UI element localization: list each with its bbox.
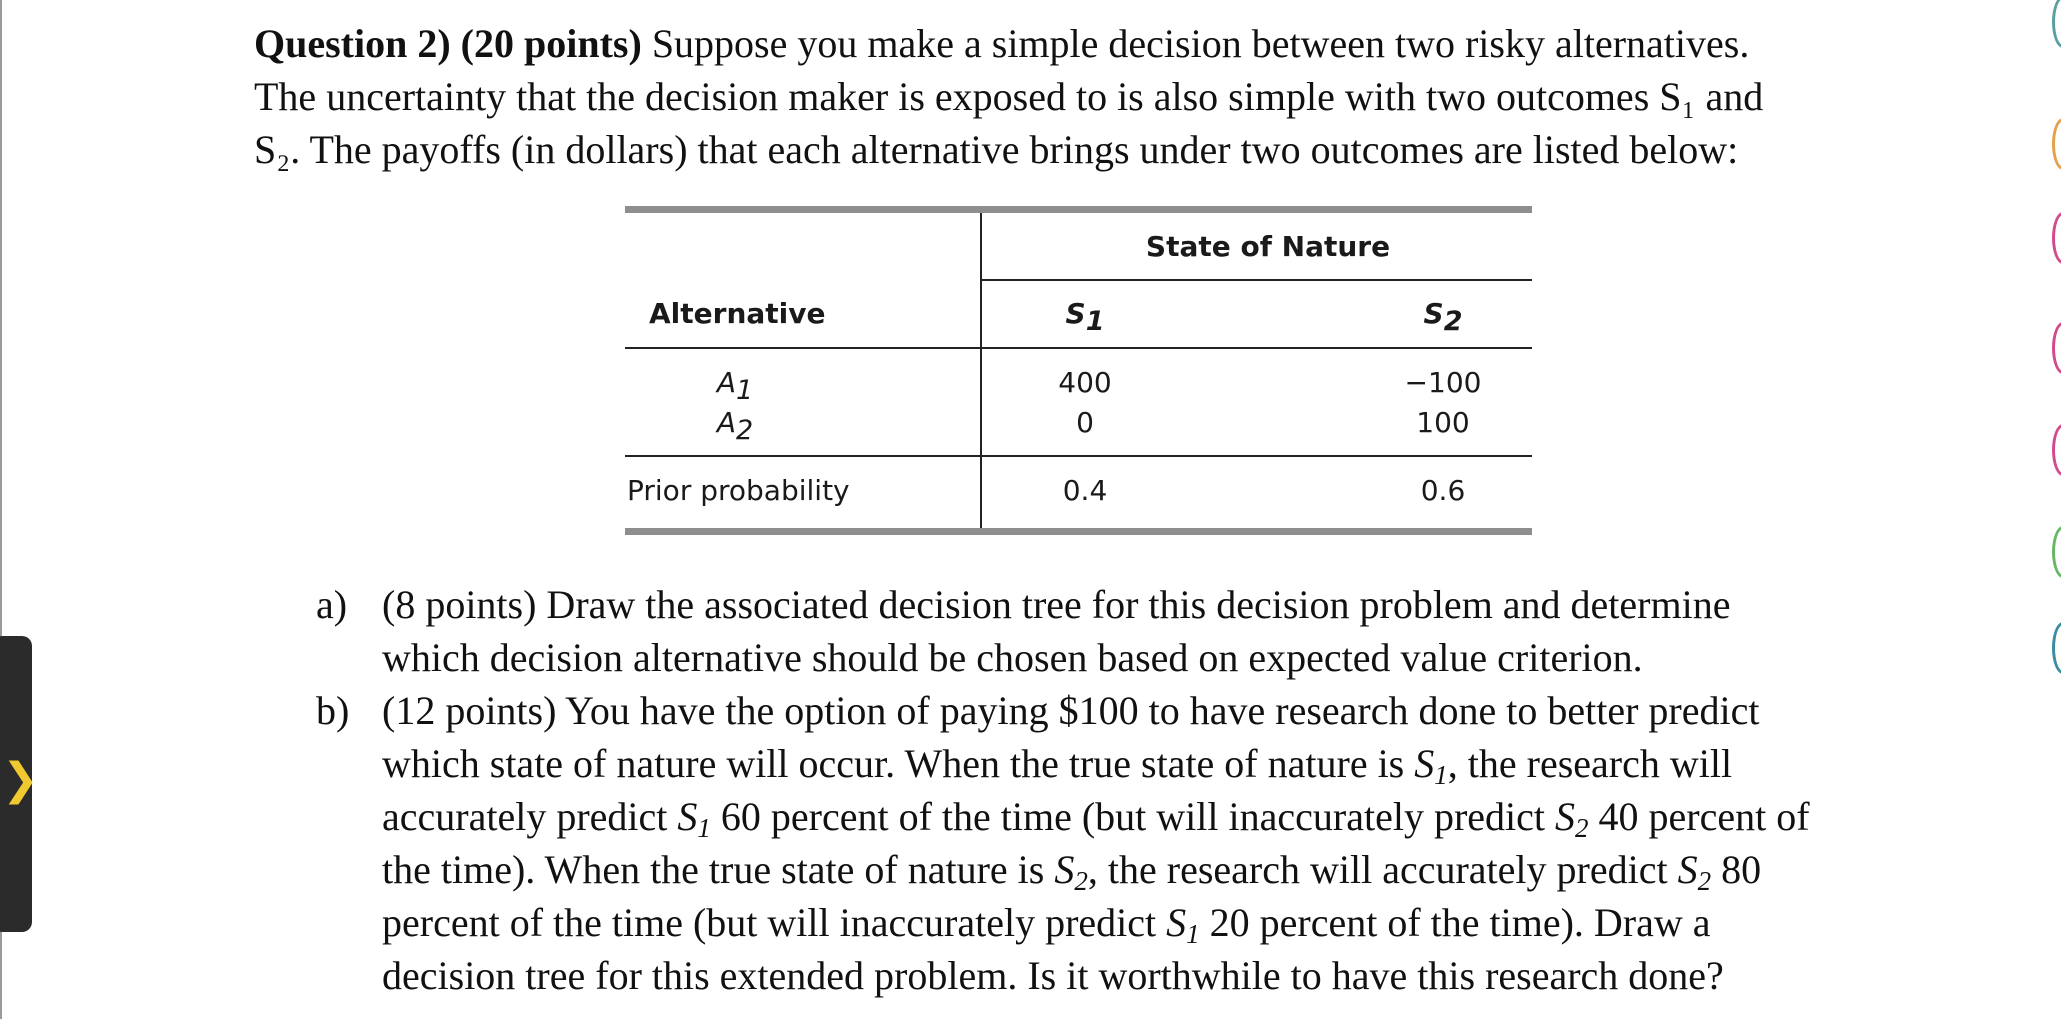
annotation-dot[interactable] <box>2052 212 2061 264</box>
payoff-table <box>625 206 1532 535</box>
intro-line-3: S₂. The payoffs (in dollars) that each alternative brings under two outcomes are listed below: <box>254 127 1739 172</box>
part-a-marker: a) <box>316 582 348 627</box>
part-b-line: decision tree for this extended problem. Is it worthwhile to have this research done? <box>382 953 1724 998</box>
part-b-line: the time). When the true state of nature is $S_2$, the research will accurately predict $S_2$ 80 <box>382 847 1762 896</box>
alternative-header: Alternative <box>649 297 826 330</box>
prior-probability-label: Prior probability <box>627 474 850 507</box>
intro-line-2: The uncertainty that the decision maker is exposed to is also simple with two outcomes S₁ and <box>254 74 1764 119</box>
annotation-dot[interactable] <box>2052 322 2061 374</box>
part-b-line: percent of the time (but will inaccurately predict $S_1$ 20 percent of the time). Draw a <box>382 900 1711 949</box>
part-b-marker: b) <box>316 688 350 733</box>
annotation-dot[interactable] <box>2052 424 2061 476</box>
table-rule <box>980 279 1532 281</box>
part-a-line: which decision alternative should be chosen based on expected value criterion. <box>382 635 1643 680</box>
table-bottom-rule <box>625 528 1532 535</box>
part-a <box>316 578 1956 684</box>
prior-s1: 0.4 <box>1062 474 1108 507</box>
part-a-line: (8 points) Draw the associated decision tree for this decision problem and determine <box>382 582 1731 627</box>
sidebar-toggle-tab[interactable] <box>0 636 39 932</box>
annotation-dot[interactable] <box>2052 526 2061 578</box>
payoff-a2-s1: 0 <box>1076 406 1094 439</box>
alternative-a1: A1 <box>716 366 754 406</box>
table-rule <box>625 455 1532 457</box>
part-b-line: which state of nature will occur. When the true state of nature is $S_1$, the research will <box>382 741 1733 790</box>
payoff-a2-s2: 100 <box>1416 406 1470 439</box>
prior-s2: 0.6 <box>1420 474 1466 507</box>
state-of-nature-header: State of Nature <box>1145 230 1391 263</box>
annotation-dot[interactable] <box>2052 0 2061 48</box>
question-parts <box>316 578 1956 1002</box>
intro-line-1 <box>254 17 1904 70</box>
annotation-dot[interactable] <box>2052 622 2061 674</box>
payoff-a1-s1: 400 <box>1058 366 1112 399</box>
alternative-a2: A2 <box>716 406 754 446</box>
part-b-line: (12 points) You have the option of paying $100 to have research done to better predict <box>382 688 1760 733</box>
intro-text: Suppose you make a simple decision between two risky alternatives. <box>641 21 1750 66</box>
chevron-right-icon[interactable]: ❯ <box>2 754 39 805</box>
table-rule <box>625 347 1532 349</box>
table-column-divider <box>980 213 982 528</box>
question-heading: Question 2) (20 points) <box>254 21 642 66</box>
part-b-line: accurately predict $S_1$ 60 percent of the time (but will inaccurately predict $S_2$ 40 percent of <box>382 794 1810 843</box>
part-b <box>316 684 1956 1002</box>
question-intro <box>254 17 1904 176</box>
s1-header: S1 <box>1065 297 1105 337</box>
payoff-a1-s2: −100 <box>1404 366 1482 399</box>
table-top-rule <box>625 206 1532 213</box>
s2-header: S2 <box>1423 297 1463 337</box>
annotation-dot[interactable] <box>2052 118 2061 170</box>
